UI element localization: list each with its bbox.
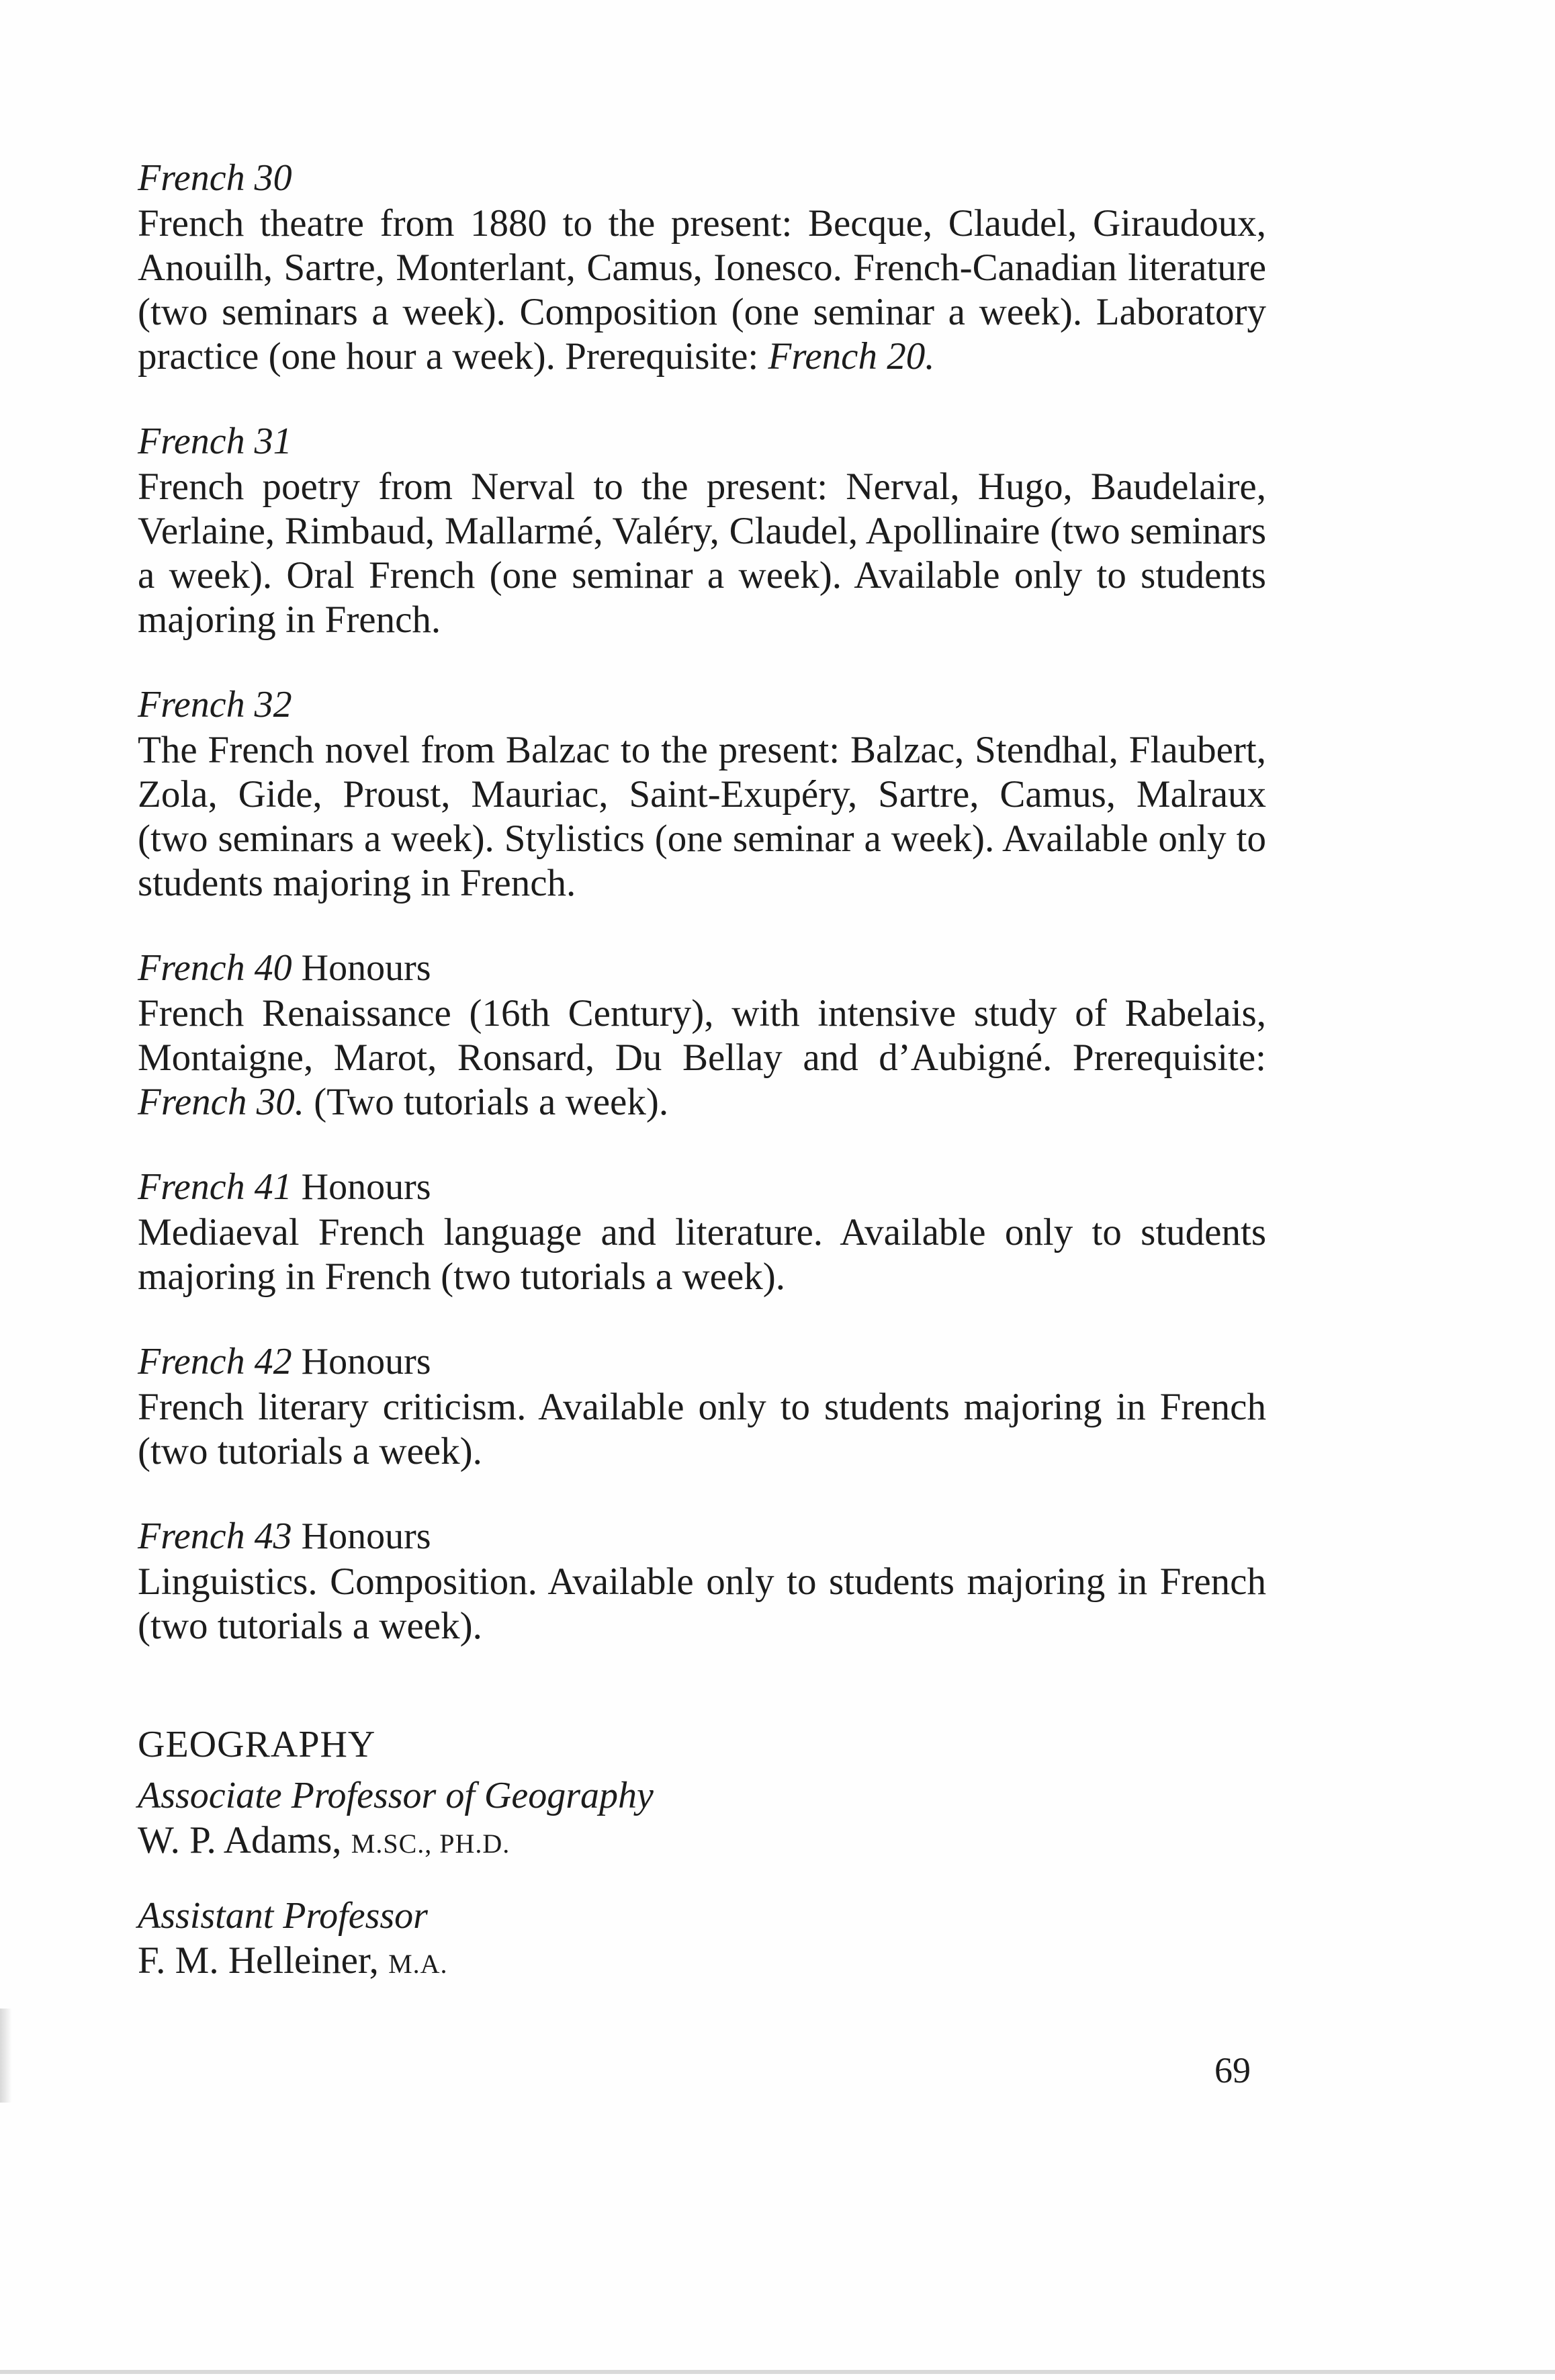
course-description: French poetry from Nerval to the present: Nerval, Hugo, Baudelaire, Verlaine, Rimbaud, Mallarmé, Valéry, Claudel, Apollinaire (two seminars a week). Oral French (one seminar a week). Available only to students majoring in French. — [138, 466, 1266, 641]
staff-name: F. M. Helleiner, — [138, 1939, 389, 1982]
course-heading — [138, 156, 1266, 200]
course-description-text: French theatre from 1880 to the present: Becque, Claudel, Giraudoux, Anouilh, Sartre, Monterlant, Camus, Ionesco. French-Canadian literature (two seminars a week). Composition (one seminar a week). Laboratory practice (one hour a week). Prerequisite: — [138, 202, 1266, 378]
course-french-32 — [138, 682, 1266, 906]
page-edge-shadow — [0, 2009, 12, 2103]
course-code: French 43 — [138, 1515, 292, 1557]
course-description: French literary criticism. Available only to students majoring in French (two tutorials a week). — [138, 1386, 1266, 1472]
course-french-41 — [138, 1165, 1266, 1299]
course-description — [138, 991, 1266, 1125]
staff-name: W. P. Adams, — [138, 1819, 351, 1861]
course-level: Honours — [301, 1166, 431, 1208]
course-code: French 41 — [138, 1166, 292, 1208]
course-heading — [138, 1165, 1266, 1209]
course-description-tail: (Two tutorials a week). — [304, 1081, 669, 1123]
staff-name-line — [138, 1818, 1266, 1867]
course-heading — [138, 682, 1266, 727]
course-description: Linguistics. Composition. Available only to students majoring in French (two tutorials a week). — [138, 1560, 1266, 1647]
department-title: GEOGRAPHY — [138, 1724, 376, 1765]
course-code: French 40 — [138, 947, 292, 989]
staff-role: Assistant Professor — [138, 1895, 428, 1937]
course-french-42 — [138, 1339, 1266, 1474]
page-content — [138, 156, 1266, 2014]
staff-role: Associate Professor of Geography — [138, 1775, 654, 1816]
course-code: French 30 — [138, 157, 292, 199]
course-french-43 — [138, 1514, 1266, 1648]
course-heading — [138, 946, 1266, 990]
course-description: Mediaeval French language and literature. Available only to students majoring in French (two tutorials a week). — [138, 1211, 1266, 1298]
staff-entry — [138, 1894, 1266, 1987]
staff-name-line — [138, 1938, 1266, 1987]
course-french-31 — [138, 419, 1266, 642]
course-french-40 — [138, 946, 1266, 1125]
course-level: Honours — [301, 1515, 431, 1557]
staff-degree: M.SC., PH.D. — [351, 1828, 510, 1859]
course-code: French 32 — [138, 684, 292, 725]
department-section — [138, 1722, 1266, 1987]
course-heading — [138, 419, 1266, 464]
staff-entry — [138, 1773, 1266, 1867]
course-description — [138, 202, 1266, 379]
course-code: French 31 — [138, 421, 292, 462]
course-heading — [138, 1339, 1266, 1384]
course-heading — [138, 1514, 1266, 1558]
course-code: French 42 — [138, 1341, 292, 1382]
page-number: 69 — [1214, 2050, 1251, 2090]
course-prerequisite: French 20. — [768, 335, 935, 378]
course-description: The French novel from Balzac to the present: Balzac, Stendhal, Flaubert, Zola, Gide, Proust, Mauriac, Saint-Exupéry, Sartre, Camus, Malraux (two seminars a week). Stylistics (one seminar a week). Available only to students majoring in French. — [138, 729, 1266, 904]
course-french-30 — [138, 156, 1266, 379]
course-level: Honours — [301, 947, 431, 989]
course-level: Honours — [301, 1341, 431, 1382]
course-prerequisite: French 30. — [138, 1081, 304, 1123]
page-bottom-edge — [0, 2370, 1555, 2374]
course-description-text: French Renaissance (16th Century), with intensive study of Rabelais, Montaigne, Marot, Ronsard, Du Bellay and d’Aubigné. Prerequisite: — [138, 992, 1266, 1079]
staff-degree: M.A. — [388, 1949, 448, 1979]
